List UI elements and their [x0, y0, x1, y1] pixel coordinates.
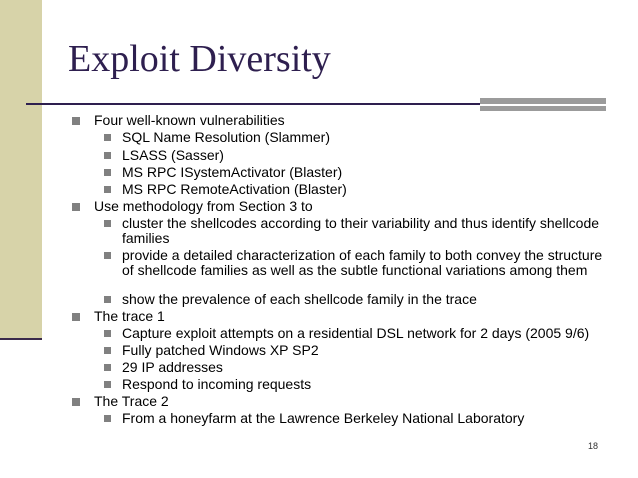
bullet-square-icon	[104, 296, 111, 303]
bullet-text: provide a detailed characterization of each family to both convey the structure of shellcode families as well as the subtle functional variations among them	[122, 247, 603, 278]
bullet-square-icon	[72, 117, 80, 125]
bullet-text: MS RPC ISystemActivator (Blaster)	[122, 164, 343, 180]
sub-bullet-item	[122, 216, 610, 246]
bullet-square-icon	[104, 186, 111, 193]
bullet-item	[94, 199, 614, 214]
bullet-item	[94, 309, 614, 324]
bullet-square-icon	[104, 330, 111, 337]
bullet-text: cluster the shellcodes according to their variability and thus identify shellcode families	[122, 215, 600, 246]
bullet-text: Respond to incoming requests	[122, 376, 312, 392]
bullet-text: Use methodology from Section 3 to	[94, 198, 313, 214]
sub-bullet-item	[122, 326, 610, 341]
sub-bullet-item	[122, 130, 610, 145]
title-accent-line	[480, 104, 606, 106]
bullet-text: Four well-known vulnerabilities	[94, 112, 285, 128]
bullet-text: Capture exploit attempts on a residential DSL network for 2 days (2005 9/6)	[122, 325, 590, 341]
bullet-square-icon	[104, 220, 111, 227]
sub-bullet-item	[122, 148, 610, 163]
sub-bullet-item	[122, 343, 610, 358]
sub-bullet-item	[122, 411, 610, 426]
bullet-square-icon	[104, 364, 111, 371]
sub-bullet-item	[122, 377, 610, 392]
sub-bullet-item	[122, 360, 610, 375]
sub-bullet-item	[122, 182, 610, 197]
bullet-square-icon	[104, 252, 111, 259]
bullet-text: SQL Name Resolution (Slammer)	[122, 129, 330, 145]
bullet-square-icon	[72, 203, 80, 211]
bullet-square-icon	[104, 415, 111, 422]
bullet-square-icon	[104, 134, 111, 141]
sub-bullet-item	[122, 292, 610, 307]
bullet-text: Fully patched Windows XP SP2	[122, 342, 319, 358]
bullet-item	[94, 394, 614, 409]
sub-bullet-item	[122, 165, 610, 180]
bullet-text: From a honeyfarm at the Lawrence Berkeley National Laboratory	[122, 410, 525, 426]
bullet-square-icon	[104, 152, 111, 159]
bullet-text: The trace 1	[94, 308, 165, 324]
bullet-square-icon	[104, 169, 111, 176]
bullet-square-icon	[104, 381, 111, 388]
left-accent-rule	[0, 338, 42, 340]
bullet-item	[94, 113, 614, 128]
left-accent-band	[0, 0, 42, 338]
page-number: 18	[588, 441, 599, 451]
sub-bullet-item	[122, 248, 610, 278]
title-divider	[26, 103, 484, 105]
bullet-text: The Trace 2	[94, 393, 169, 409]
bullet-square-icon	[104, 347, 111, 354]
bullet-square-icon	[72, 313, 80, 321]
slide-title: Exploit Diversity	[68, 38, 331, 80]
bullet-text: show the prevalence of each shellcode family in the trace	[122, 291, 477, 307]
bullet-text: LSASS (Sasser)	[122, 147, 224, 163]
bullet-text: MS RPC RemoteActivation (Blaster)	[122, 181, 347, 197]
bullet-text: 29 IP addresses	[122, 359, 223, 375]
bullet-square-icon	[72, 398, 80, 406]
